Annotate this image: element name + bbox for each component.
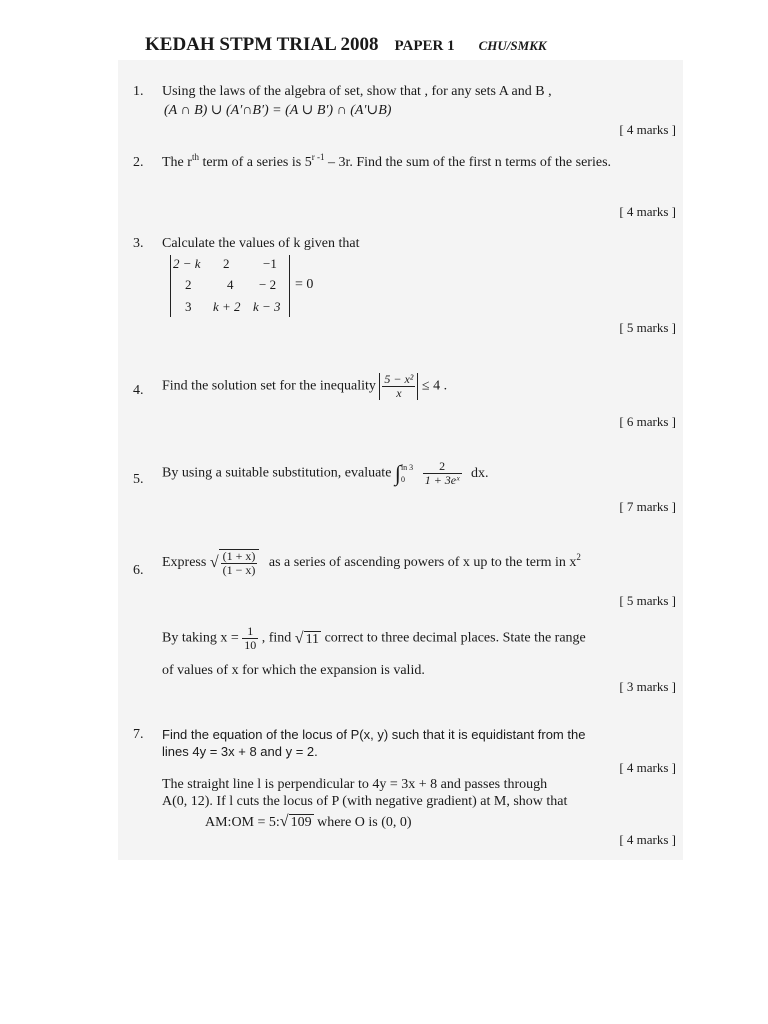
matrix-cell: 3 (185, 299, 192, 314)
exam-header (145, 34, 547, 56)
question-1-marks: [ 4 marks ] (619, 122, 676, 137)
absolute-value-fraction: $\frac{\text{5 − x²}}{x}$ (379, 373, 418, 400)
question-number: 3. (133, 236, 144, 251)
question-7-line-2: lines 4y = 3x + 8 and y = 2. (162, 744, 318, 759)
paper-label: PAPER 1 (394, 38, 455, 54)
matrix-cell: 2 (223, 256, 230, 271)
question-2-text: The $r^{th}$ term of a series is 5$^{r -1}$ – 3r. Find the sum of the first n terms of the series. (162, 152, 612, 170)
question-6-marks-a: [ 5 marks ] (619, 593, 676, 608)
question-7-line-3: The straight line l is perpendicular to 4y = 3x + 8 and passes through (162, 777, 548, 792)
matrix-cell: 2 − k (173, 256, 201, 271)
question-6-part-b: By taking x = $\frac{1}{10}$ , find √ 11 correct to three decimal places. State the range (162, 624, 586, 653)
question-3-text: Calculate the values of k given that (162, 236, 360, 251)
question-2-marks: [ 4 marks ] (619, 204, 676, 219)
matrix-cell: k − 3 (253, 299, 281, 314)
question-7-line-5: AM:OM = 5:√ 109 where O is (0, 0) (205, 813, 412, 830)
question-7-line-4: A(0, 12). If l cuts the locus of P (with negative gradient) at M, show that (162, 794, 568, 809)
determinant-matrix (170, 255, 290, 317)
question-5-text: By using a suitable substitution, evaluate ∫ ln 3 0 $\frac{2}{\text{1 + 3eˣ}}$ dx. (162, 459, 489, 488)
school-code: CHU/SMKK (478, 38, 547, 53)
question-7-line-1: Find the equation of the locus of P(x, y) such that it is equidistant from the (162, 727, 586, 742)
matrix-cell: − 2 (259, 277, 277, 292)
question-3-marks: [ 5 marks ] (619, 320, 676, 335)
question-4-text: Find the solution set for the inequality $\frac{\text{5 − x²}}{x}$ ≤ 4 . (162, 372, 448, 401)
question-7-marks-a: [ 4 marks ] (619, 760, 676, 775)
question-4-marks: [ 6 marks ] (619, 414, 676, 429)
question-6-text: Express √ $\frac{(1 + x)}{(1 - x)}$ as a series of ascending powers of x up to the term in $x^2$ (162, 549, 581, 578)
matrix-cell: k + 2 (213, 299, 241, 314)
question-number: 7. (133, 727, 144, 742)
question-5-marks: [ 7 marks ] (619, 499, 676, 514)
question-6-range-text: of values of x for which the expansion is valid. (162, 663, 425, 678)
exam-title: KEDAH STPM TRIAL 2008 (145, 34, 379, 55)
question-1-expression: (A ∩ B) ∪ (A′∩B′) = (A ∪ B′) ∩ (A′∪B) (164, 103, 392, 118)
question-number: 6. (133, 563, 144, 578)
question-number: 2. (133, 155, 144, 170)
question-number: 1. (133, 84, 144, 99)
matrix-cell: 2 (185, 277, 192, 292)
question-number: 5. (133, 472, 144, 487)
question-6-marks-b: [ 3 marks ] (619, 679, 676, 694)
question-number: 4. (133, 383, 144, 398)
matrix-cell: 4 (227, 277, 234, 292)
question-1-text: Using the laws of the algebra of set, show that , for any sets A and B , (162, 84, 552, 99)
question-7-marks-b: [ 4 marks ] (619, 832, 676, 847)
determinant-equals: = 0 (295, 277, 314, 292)
matrix-cell: −1 (263, 256, 277, 271)
